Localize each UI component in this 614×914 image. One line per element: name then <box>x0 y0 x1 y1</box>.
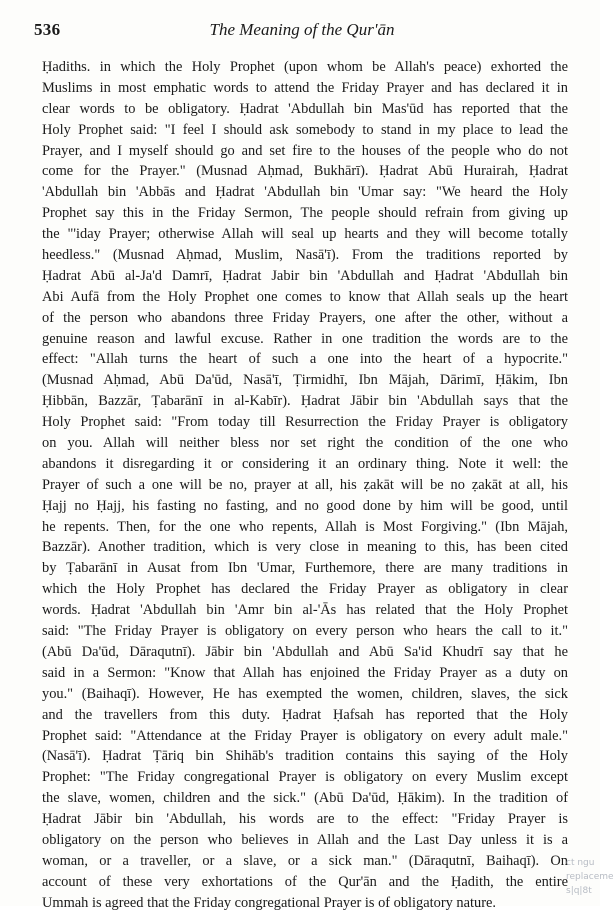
text-line: Prophet say this in the Friday Sermon, The people should refrain from giving up <box>42 205 568 222</box>
text-line: by Ṭabarānī in Ausat from Ibn 'Umar, Furthemore, there are many traditions in <box>42 560 568 577</box>
text-line: of the person who abandons three Friday Prayers, one after the other, without a <box>42 309 568 326</box>
margin-bleed-text: ct ngu <box>566 858 595 868</box>
text-line: Bazzār). Another tradition, which is very close in meaning to this, has been cited <box>42 539 568 556</box>
text-line: genuine reason and lawful excuse. Rather in one tradition the words are to the <box>42 330 568 347</box>
text-line: Ḥadiths. in which the Holy Prophet (upon whom be Allah's peace) exhorted the <box>42 59 568 75</box>
text-line: come for the Prayer." (Musnad Aḥmad, Bukhārī). Ḥadrat Abū Hurairah, Ḥadrat <box>42 163 568 180</box>
text-line: Prophet said: "Attendance at the Friday Prayer is obligatory on every adult male." <box>42 727 568 744</box>
text-line: Prayer of such a one will be no, prayer at all, his ẓakāt will be no ẓakāt at all, his <box>42 476 568 493</box>
text-line: clear words to be obligatory. Ḥadrat 'Abdullah bin Mas'ūd has reported that the <box>42 100 568 117</box>
text-line: obligatory on the person who believes in Allah and the Last Day unless it is a <box>42 831 568 848</box>
text-line: (Nasā'ī). Ḥadrat Ṭāriq bin Shihāb's tradition contains this saying of the Holy <box>42 748 568 765</box>
body-paragraph <box>42 57 568 914</box>
text-line-last: Ummah is agreed that the Friday congregational Prayer is of obligatory nature. <box>42 894 496 911</box>
text-line: account of these very exhortations of the Qur'ān and the Ḥadith, the entire <box>42 873 568 890</box>
text-line: on you. Allah will neither bless nor set right the condition of the one who <box>42 435 568 452</box>
margin-bleed-text: replaceme <box>566 872 614 882</box>
text-line: abandons it disregarding it or considering it an ordinary thing. Note it well: the <box>42 455 568 472</box>
text-line: woman, or a traveller, or a slave, or a sick man." (Dāraqutnī, Baihaqī). On <box>42 852 568 869</box>
text-line: Ḥibbān, Bazzār, Ṭabarānī in al-Kabīr). Ḥadrat Jābir bin 'Abdullah says that the <box>42 393 568 410</box>
text-line: which the Holy Prophet has declared the Friday Prayer as obligatory in clear <box>42 581 568 598</box>
margin-bleed-text: s|q|8t <box>566 886 592 896</box>
text-line: Ḥadrat Jābir bin 'Abdullah, his words are to the effect: "Friday Prayer is <box>42 811 568 828</box>
text-line: you." (Baihaqī). However, He has exempted the women, children, slaves, the sick <box>42 685 568 702</box>
text-line: said in a Sermon: "Know that Allah has enjoined the Friday Prayer as a duty on <box>42 664 568 681</box>
text-line: Abi Aufā from the Holy Prophet one comes to know that Allah seals up the heart <box>42 288 568 305</box>
text-line: Prayer, and I myself should go and set fire to the houses of the people who do not <box>42 142 568 159</box>
text-line: Ḥajj no Ḥajj, his fasting no fasting, and no good done by him will be good, until <box>42 497 568 514</box>
running-head <box>34 20 570 44</box>
text-line: Muslims in most emphatic words to attend the Friday Prayer and has declared it in <box>42 79 568 96</box>
text-line: Ḥadrat Abū al-Ja'd Damrī, Ḥadrat Jabir bin 'Abdullah and Ḥadrat 'Abdullah bin <box>42 267 568 284</box>
text-line: said: "The Friday Prayer is obligatory on every person who hears the call to it." <box>42 623 568 640</box>
page-number: 536 <box>34 20 61 39</box>
text-line: the "'iday Prayer; otherwise Allah will seal up hearts and they will become totally <box>42 226 568 243</box>
text-line: Prophet: "The Friday congregational Prayer is obligatory on every Muslim except <box>42 769 568 786</box>
text-line: heedless." (Musnad Aḥmad, Muslim, Nasā'ī). From the traditions reported by <box>42 247 568 264</box>
text-line: he repents. Then, for the one who repents, Allah is Most Forgiving." (Ibn Mājah, <box>42 518 568 535</box>
text-line: effect: "Allah turns the heart of such a one into the heart of a hypocrite." <box>42 351 568 368</box>
text-line: Holy Prophet said: "I feel I should ask somebody to stand in my place to lead the <box>42 121 568 138</box>
text-line: words. Ḥadrat 'Abdullah bin 'Amr bin al-'Ās has related that the Holy Prophet <box>42 602 568 619</box>
text-line: (Abū Da'ūd, Dāraqutnī). Jābir bin 'Abdullah and Abū Sa'id Khudrī say that he <box>42 643 568 660</box>
running-title: The Meaning of the Qur'ān <box>209 20 395 39</box>
text-line: and the travellers from this duty. Ḥadrat Ḥafsah has reported that the Holy <box>42 706 568 723</box>
text-line: Holy Prophet said: "From today till Resurrection the Friday Prayer is obligatory <box>42 414 568 431</box>
text-line: the slave, women, children and the sick." (Abū Da'ūd, Ḥākim). In the tradition of <box>42 790 568 807</box>
text-line: 'Abdullah bin 'Abbās and Ḥadrat 'Abdullah bin 'Umar say: "We heard the Holy <box>42 184 568 201</box>
text-line: (Musnad Aḥmad, Abū Da'ūd, Nasā'ī, Ṭirmidhī, Ibn Mājah, Dārimī, Ḥākim, Ibn <box>42 372 568 389</box>
